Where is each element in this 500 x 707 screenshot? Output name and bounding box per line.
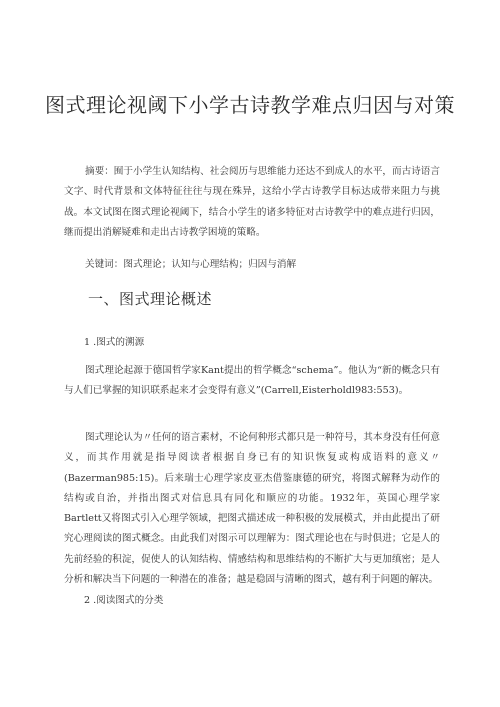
subheading-1-1: 1 .图式的溯源 [84,337,145,348]
page-title: 图式理论视阈下小学古诗教学难点归因与对策 [45,93,455,117]
body-paragraph-1: 图式理论起源于德国哲学家Kant提出的哲学概念“schema”。他认为“新的概念只有与人们已掌握的知识联系起来才会变得有意义”(Carrell,Eisterholdl983:553)。 [64,365,440,397]
section-heading-1: 一、图式理论概述 [88,290,213,308]
keywords-line: 关键词：图式理论；认知与心理结构；归因与消解 [85,259,297,270]
abstract-paragraph: 摘要：囿于小学生认知结构、社会阅历与思维能力还达不到成人的水平，而古诗语言文字、时代背景和文体特征往往与现在殊异，这给小学古诗教学目标达成带来阻力与挑战。本文试图在图式理论视阈下，结合小学生的诸多特征对古诗教学中的难点进行归因，继而提出消解疑难和走出古诗教学困境的策略。 [64,166,440,238]
subheading-1-2: 2 .阅读图式的分类 [84,595,164,606]
body-paragraph-2: 图式理论认为〃任何的语言素材，不论何种形式都只是一种符号，其本身没有任何意义，而其作用就是指导阅读者根据自身已有的知识恢复或构成语料的意义〃(Bazerman985:15)。后来瑞士心理学家皮亚杰借鉴康德的研究，将图式解释为动作的结构或自治，并指出图式对信息具有同化和顺应的功能。1932年，英国心理学家Bartlett又将图式引入心理学领域，把图式描述成一种积极的发展模式，并由此提出了研究心理阅读的图式概念。由此我们对图示可以理解为：图式理论也在与时俱进；它是人的先前经验的积淀，促使人的认知结构、情感结构和思维结构的不断扩大与更加缜密；是人分析和解决当下问题的一种潜在的准备；越是稳固与清晰的图式，越有利于问题的解决。 [64,432,440,586]
